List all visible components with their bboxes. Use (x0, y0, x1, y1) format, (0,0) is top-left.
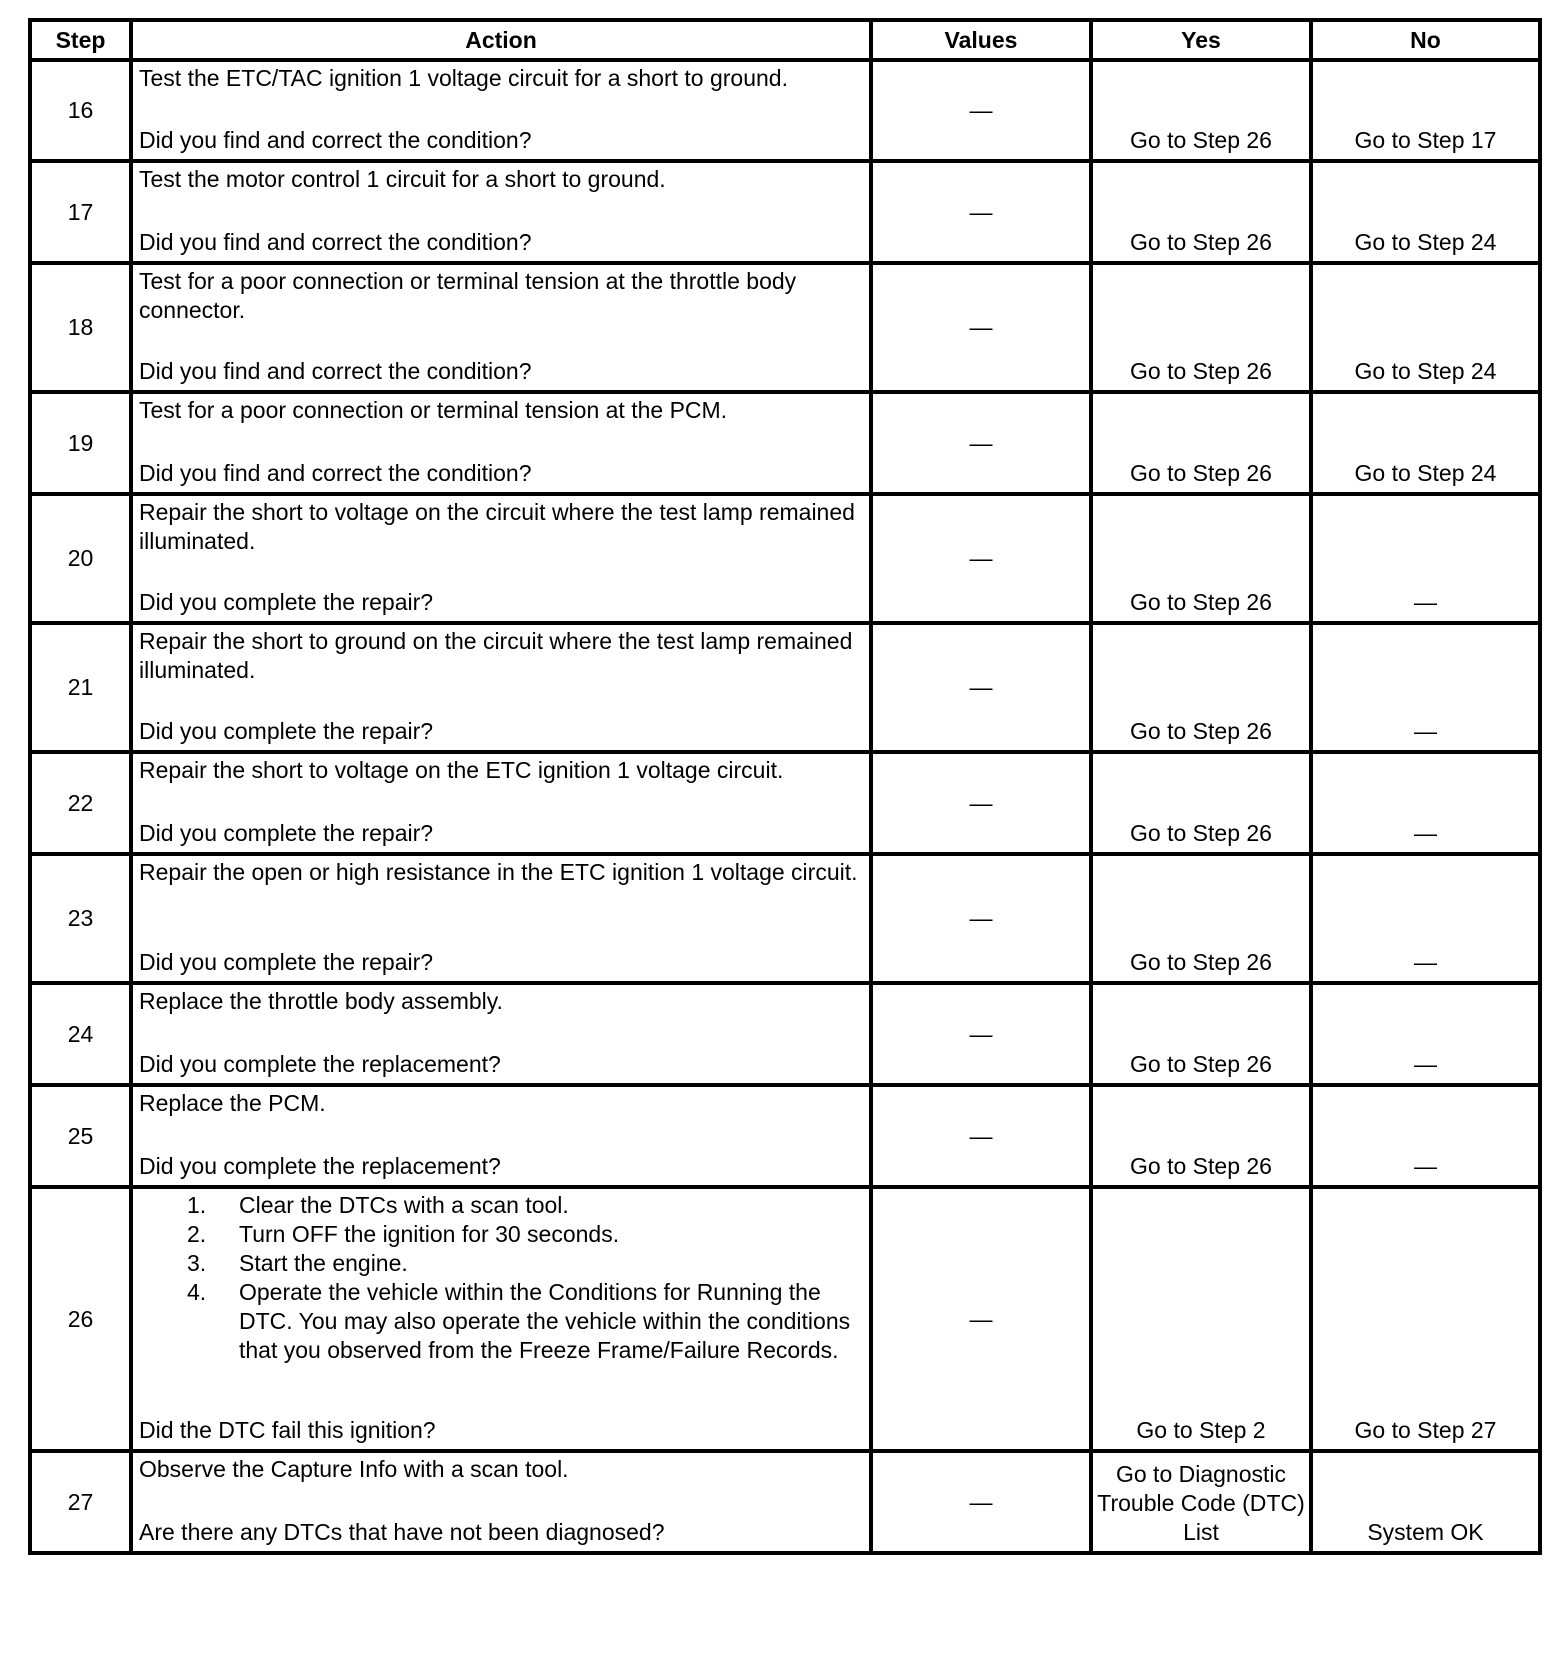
list-item (187, 1191, 863, 1220)
action-text: Test the motor control 1 circuit for a short to ground. (139, 166, 666, 192)
action-text: Repair the short to voltage on the ETC ignition 1 voltage circuit. (139, 757, 784, 783)
action-question: Did you complete the repair? (139, 718, 434, 744)
yes-cell: Go to Step 26 (1091, 623, 1311, 752)
step-number: 25 (30, 1085, 131, 1187)
list-item-text: Clear the DTCs with a scan tool. (239, 1192, 569, 1218)
no-cell: Go to Step 24 (1311, 263, 1540, 392)
no-cell: — (1311, 983, 1540, 1085)
step-number: 19 (30, 392, 131, 494)
action-question: Did the DTC fail this ignition? (139, 1417, 436, 1443)
table-row (30, 1451, 1540, 1553)
action-question: Did you complete the replacement? (139, 1153, 501, 1179)
action-cell (131, 263, 871, 392)
yes-cell: Go to Step 26 (1091, 983, 1311, 1085)
no-cell: Go to Step 24 (1311, 161, 1540, 263)
table-row (30, 752, 1540, 854)
yes-cell: Go to Diagnostic Trouble Code (DTC) List (1091, 1451, 1311, 1553)
list-item-text: Operate the vehicle within the Conditions for Running the DTC. You may also operate the vehicle within the conditions that you observed from the Freeze Frame/Failure Records. (239, 1279, 851, 1363)
action-text: Replace the PCM. (139, 1090, 326, 1116)
list-item-number: 1. (187, 1192, 207, 1218)
step-number: 16 (30, 60, 131, 161)
action-cell (131, 623, 871, 752)
action-text: Observe the Capture Info with a scan tool. (139, 1456, 569, 1482)
list-item-number: 2. (187, 1221, 207, 1247)
procedure-table-container (28, 18, 1542, 1555)
values-cell: — (871, 983, 1091, 1085)
yes-cell: Go to Step 26 (1091, 494, 1311, 623)
step-number: 22 (30, 752, 131, 854)
table-row (30, 60, 1540, 161)
list-item (187, 1278, 863, 1365)
action-cell (131, 1187, 871, 1451)
step-number: 26 (30, 1187, 131, 1451)
table-row (30, 623, 1540, 752)
step-number: 24 (30, 983, 131, 1085)
action-cell (131, 854, 871, 983)
table-row (30, 161, 1540, 263)
step-number: 17 (30, 161, 131, 263)
action-question: Did you find and correct the condition? (139, 460, 532, 486)
no-cell: Go to Step 27 (1311, 1187, 1540, 1451)
values-cell: — (871, 494, 1091, 623)
header-values: Values (871, 20, 1091, 60)
no-cell: System OK (1311, 1451, 1540, 1553)
no-cell: Go to Step 24 (1311, 392, 1540, 494)
table-header-row (30, 20, 1540, 60)
action-question: Did you complete the repair? (139, 820, 434, 846)
table-row (30, 854, 1540, 983)
action-question: Did you find and correct the condition? (139, 127, 532, 153)
action-cell (131, 1451, 871, 1553)
table-row (30, 494, 1540, 623)
values-cell: — (871, 60, 1091, 161)
yes-cell: Go to Step 2 (1091, 1187, 1311, 1451)
no-cell: — (1311, 494, 1540, 623)
values-cell: — (871, 1451, 1091, 1553)
table-row (30, 263, 1540, 392)
list-item-text: Start the engine. (239, 1250, 408, 1276)
table-body (30, 60, 1540, 1553)
diagnostic-steps-table (28, 18, 1542, 1555)
action-text: Replace the throttle body assembly. (139, 988, 503, 1014)
action-cell (131, 1085, 871, 1187)
no-cell: — (1311, 854, 1540, 983)
values-cell: — (871, 392, 1091, 494)
table-row (30, 983, 1540, 1085)
values-cell: — (871, 752, 1091, 854)
values-cell: — (871, 623, 1091, 752)
table-row (30, 392, 1540, 494)
yes-cell: Go to Step 26 (1091, 161, 1311, 263)
action-question: Are there any DTCs that have not been diagnosed? (139, 1519, 665, 1545)
no-cell: — (1311, 752, 1540, 854)
action-question: Did you complete the repair? (139, 589, 434, 615)
action-cell (131, 392, 871, 494)
action-question: Did you find and correct the condition? (139, 229, 532, 255)
values-cell: — (871, 263, 1091, 392)
no-cell: Go to Step 17 (1311, 60, 1540, 161)
yes-cell: Go to Step 26 (1091, 854, 1311, 983)
table-row (30, 1187, 1540, 1451)
no-cell: — (1311, 623, 1540, 752)
action-cell (131, 60, 871, 161)
header-yes: Yes (1091, 20, 1311, 60)
action-cell (131, 983, 871, 1085)
action-text: Repair the short to ground on the circuit where the test lamp remained illuminated. (139, 628, 853, 683)
list-item (187, 1220, 863, 1249)
no-cell: — (1311, 1085, 1540, 1187)
action-text: Test for a poor connection or terminal tension at the throttle body connector. (139, 268, 797, 323)
values-cell: — (871, 1187, 1091, 1451)
values-cell: — (871, 854, 1091, 983)
step-number: 23 (30, 854, 131, 983)
yes-cell: Go to Step 26 (1091, 263, 1311, 392)
action-text: Test for a poor connection or terminal tension at the PCM. (139, 397, 728, 423)
action-text: Test the ETC/TAC ignition 1 voltage circuit for a short to ground. (139, 65, 788, 91)
header-step: Step (30, 20, 131, 60)
values-cell: — (871, 1085, 1091, 1187)
header-action: Action (131, 20, 871, 60)
action-text: Repair the open or high resistance in the ETC ignition 1 voltage circuit. (139, 859, 858, 885)
header-no: No (1311, 20, 1540, 60)
list-item-number: 4. (187, 1279, 207, 1305)
step-number: 18 (30, 263, 131, 392)
action-cell (131, 752, 871, 854)
yes-cell: Go to Step 26 (1091, 60, 1311, 161)
action-question: Did you complete the replacement? (139, 1051, 501, 1077)
action-instruction-list (139, 1191, 863, 1407)
action-question: Did you complete the repair? (139, 949, 434, 975)
table-row (30, 1085, 1540, 1187)
yes-cell: Go to Step 26 (1091, 392, 1311, 494)
action-text: Repair the short to voltage on the circuit where the test lamp remained illuminated. (139, 499, 855, 554)
list-item (187, 1249, 863, 1278)
yes-cell: Go to Step 26 (1091, 1085, 1311, 1187)
action-cell (131, 161, 871, 263)
yes-cell: Go to Step 26 (1091, 752, 1311, 854)
list-item-text: Turn OFF the ignition for 30 seconds. (239, 1221, 620, 1247)
action-cell (131, 494, 871, 623)
list-item-number: 3. (187, 1250, 207, 1276)
step-number: 21 (30, 623, 131, 752)
step-number: 27 (30, 1451, 131, 1553)
action-question: Did you find and correct the condition? (139, 358, 532, 384)
step-number: 20 (30, 494, 131, 623)
values-cell: — (871, 161, 1091, 263)
